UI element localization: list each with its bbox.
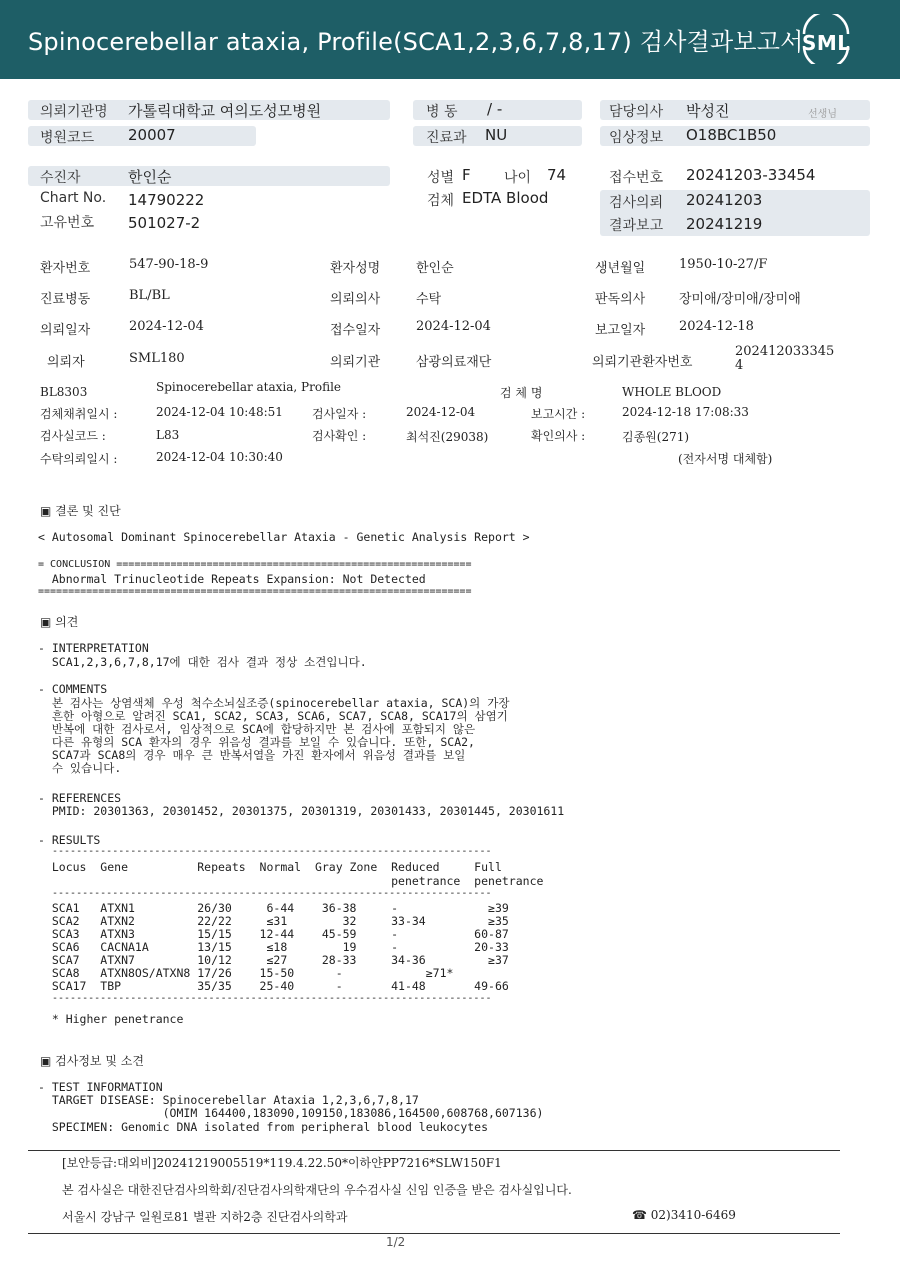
sex-label: 성별: [427, 170, 455, 186]
security-line: [보안등급:대외비]20241219005519*119.4.22.50*이하얀PP7216*SLW150F1: [62, 1156, 502, 1170]
lis-judge-label: 판독의사: [595, 292, 646, 307]
esign-note: (전자서명 대체함): [678, 452, 773, 466]
room-label: 검사실코드 :: [40, 429, 106, 443]
lis-requester-value: SML180: [129, 351, 185, 366]
entrust-value: 2024-12-04 10:30:40: [156, 450, 283, 464]
conclusion-text: Abnormal Trinucleotide Repeats Expansion: Not Detected: [38, 572, 426, 586]
uid-value: 501027-2: [128, 214, 201, 232]
confirm-doctor-value: 김종원(271): [622, 430, 690, 444]
lis-pno-label: 환자번호: [40, 261, 91, 276]
section-test-info: ▣ 검사정보 및 소견: [40, 1054, 144, 1068]
table-row: SCA7 ATXN7 10/12 ≤27 28-33 34-36 ≥37: [38, 953, 509, 967]
certification-line: 본 검사실은 대한진단검사의학회/진단검사의학재단의 우수검사실 신임 인증을 받은 검사실입니다.: [62, 1183, 572, 1197]
address-line: 서울시 강남구 일원로81 별관 지하2층 진단검사의학과: [62, 1210, 348, 1224]
patient-box: [28, 166, 390, 186]
chart-value: 14790222: [128, 191, 205, 209]
confirm-label: 검사확인 :: [312, 429, 367, 443]
doctor-value: 박성진: [686, 102, 730, 120]
patient-value: 한인순: [128, 168, 172, 186]
lis-rdate-value: 2024-12-04: [129, 319, 204, 334]
table-row: SCA3 ATXN3 15/15 12-44 45-59 - 60-87: [38, 927, 509, 941]
specimen-label: 검 체 명: [500, 386, 543, 400]
table-rule-mid: -------------------------------------------------------------------------: [52, 888, 492, 899]
lis-rpno-value-2: 4: [735, 358, 744, 373]
age-label: 나이: [504, 170, 532, 186]
specimen-value: WHOLE BLOOD: [622, 385, 722, 399]
sex-value: F: [462, 166, 471, 184]
testdate-label: 검사일자 :: [312, 407, 367, 421]
table-row: SCA17 TBP 35/35 25-40 - 41-48 49-66: [38, 979, 509, 993]
hcode-label: 병원코드: [40, 130, 95, 146]
lis-rinst-label: 의뢰기관: [330, 355, 381, 370]
results-head: - RESULTS: [38, 833, 101, 847]
table-footnote: * Higher penetrance: [38, 1012, 184, 1026]
spec-value: EDTA Blood: [462, 189, 549, 207]
lis-ward-value: BL/BL: [129, 288, 170, 303]
page-number: 1/2: [386, 1235, 406, 1249]
comment-line: 수 있습니다.: [38, 761, 122, 775]
lis-repdate-value: 2024-12-18: [679, 319, 754, 334]
lis-rpno-value-1: 202412033345: [735, 344, 835, 359]
uid-label: 고유번호: [40, 215, 95, 231]
comment-line: 흔한 아형으로 알려진 SCA1, SCA2, SCA3, SCA6, SCA7, SCA8, SCA17의 삼염기: [38, 709, 508, 723]
entrust-label: 수탁의뢰일시 :: [40, 452, 118, 466]
phone-line: ☎ 02)3410-6469: [632, 1208, 736, 1222]
table-row: SCA8 ATXN8OS/ATXN8 17/26 15-50 - ≥71*: [38, 966, 454, 980]
patient-label: 수진자: [40, 170, 81, 186]
lis-dob-value: 1950-10-27/F: [679, 257, 768, 272]
test-info-line: (OMIM 164400,183090,109150,183086,164500,608768,607136): [38, 1106, 544, 1120]
inst-value: 가톨릭대학교 여의도성모병원: [128, 102, 322, 120]
hcode-value: 20007: [128, 126, 176, 144]
chart-label: Chart No.: [40, 190, 107, 206]
table-rule-top: -------------------------------------------------------------------------: [52, 846, 492, 857]
recv-value: 20241203-33454: [686, 166, 816, 184]
lis-judge-value: 장미애/장미애/장미애: [679, 292, 801, 307]
lis-rpno-label: 의뢰기관환자번호: [592, 355, 693, 370]
lis-dob-label: 생년월일: [595, 261, 646, 276]
lis-repdate-label: 보고일자: [595, 323, 646, 338]
lis-pname-value: 한인순: [416, 261, 454, 276]
confirm-doctor-label: 확인의사 :: [531, 429, 586, 443]
conclusion-head: = CONCLUSION ===========================================================: [38, 559, 472, 570]
comment-line: 반복에 대한 검사로서, 임상적으로 SCA에 합당하지만 본 검사에 포함되지 않은: [38, 722, 476, 736]
lis-adate-value: 2024-12-04: [416, 319, 491, 334]
comment-line: 다른 유형의 SCA 환자의 경우 위음성 결과를 보일 수 있습니다. 또한, SCA2,: [38, 735, 475, 749]
recv-label: 접수번호: [609, 170, 664, 186]
lis-rdoc-label: 의뢰의사: [330, 292, 381, 307]
interp-text: SCA1,2,3,6,7,8,17에 대한 검사 결과 정상 소견입니다.: [38, 655, 367, 669]
table-header-2: penetrance penetrance: [38, 874, 544, 888]
report-date-value: 20241219: [686, 215, 763, 233]
sml-logo: SML: [798, 14, 854, 64]
conclusion-rule: ========================================================================: [38, 586, 472, 597]
lis-rdoc-value: 수탁: [416, 292, 442, 307]
reporttime-label: 보고시간 :: [531, 407, 586, 421]
comment-line: 본 검사는 상염색체 우성 척수소뇌실조증(spinocerebellar ataxia, SCA)의 가장: [38, 696, 510, 710]
report-title-line: < Autosomal Dominant Spinocerebellar Ataxia - Genetic Analysis Report >: [38, 530, 530, 544]
comments-head: - COMMENTS: [38, 682, 108, 696]
table-header-1: Locus Gene Repeats Normal Gray Zone Reduced Full: [38, 860, 502, 874]
test-info-head: - TEST INFORMATION: [38, 1080, 163, 1094]
age-value: 74: [547, 166, 567, 184]
report-date-label: 결과보고: [609, 218, 664, 234]
lis-ward-label: 진료병동: [40, 292, 91, 307]
clin-label: 임상정보: [609, 130, 664, 146]
lis-requester-label: 의뢰자: [47, 355, 85, 370]
spec-label: 검체: [427, 193, 455, 209]
room-value: L83: [156, 428, 180, 442]
test-name: Spinocerebellar ataxia, Profile: [156, 380, 342, 394]
lis-rdate-label: 의뢰일자: [40, 323, 91, 338]
report-header: [0, 0, 900, 79]
req-value: 20241203: [686, 191, 763, 209]
table-row: SCA6 CACNA1A 13/15 ≤18 19 - 20-33: [38, 940, 509, 954]
testdate-value: 2024-12-04: [406, 405, 476, 419]
ward-value: / -: [487, 100, 503, 118]
lis-pname-label: 환자성명: [330, 261, 381, 276]
collect-label: 검체채취일시 :: [40, 407, 118, 421]
doctor-suffix: 선생님: [808, 109, 837, 120]
dept-label: 진료과: [426, 130, 467, 146]
clin-value: O18BC1B50: [686, 126, 777, 144]
ward-label: 병 동: [426, 104, 458, 120]
section-conclusion: ▣ 결론 및 진단: [40, 504, 121, 518]
comment-line: SCA7과 SCA8의 경우 매우 큰 반복서열을 가진 환자에서 위음성 결과를 보일: [38, 748, 466, 762]
table-rule-bottom: -------------------------------------------------------------------------: [52, 993, 492, 1004]
footer-rule-bottom: [28, 1233, 840, 1234]
test-info-line: TARGET DISEASE: Spinocerebellar Ataxia 1,2,3,6,7,8,17: [38, 1093, 419, 1107]
collect-value: 2024-12-04 10:48:51: [156, 405, 283, 419]
report-title: Spinocerebellar ataxia, Profile(SCA1,2,3,6,7,8,17) 검사결과보고서: [28, 28, 804, 56]
doctor-label: 담당의사: [609, 104, 664, 120]
ref-head: - REFERENCES: [38, 791, 122, 805]
footer-rule-top: [28, 1150, 840, 1151]
req-label: 검사의뢰: [609, 195, 664, 211]
section-opinion: ▣ 의견: [40, 615, 79, 629]
test-code: BL8303: [40, 385, 88, 399]
interp-head: - INTERPRETATION: [38, 641, 149, 655]
reporttime-value: 2024-12-18 17:08:33: [622, 405, 749, 419]
dept-value: NU: [485, 126, 508, 144]
table-row: SCA1 ATXN1 26/30 6-44 36-38 - ≥39: [38, 901, 509, 915]
test-info-line: SPECIMEN: Genomic DNA isolated from peripheral blood leukocytes: [38, 1120, 489, 1134]
inst-label: 의뢰기관명: [40, 104, 108, 120]
table-row: SCA2 ATXN2 22/22 ≤31 32 33-34 ≥35: [38, 914, 509, 928]
lis-rinst-value: 삼광의료재단: [416, 355, 492, 370]
confirm-value: 최석진(29038): [406, 430, 489, 444]
lis-pno-value: 547-90-18-9: [129, 257, 209, 272]
ref-text: PMID: 20301363, 20301452, 20301375, 20301319, 20301433, 20301445, 20301611: [38, 804, 565, 818]
lis-adate-label: 접수일자: [330, 323, 381, 338]
